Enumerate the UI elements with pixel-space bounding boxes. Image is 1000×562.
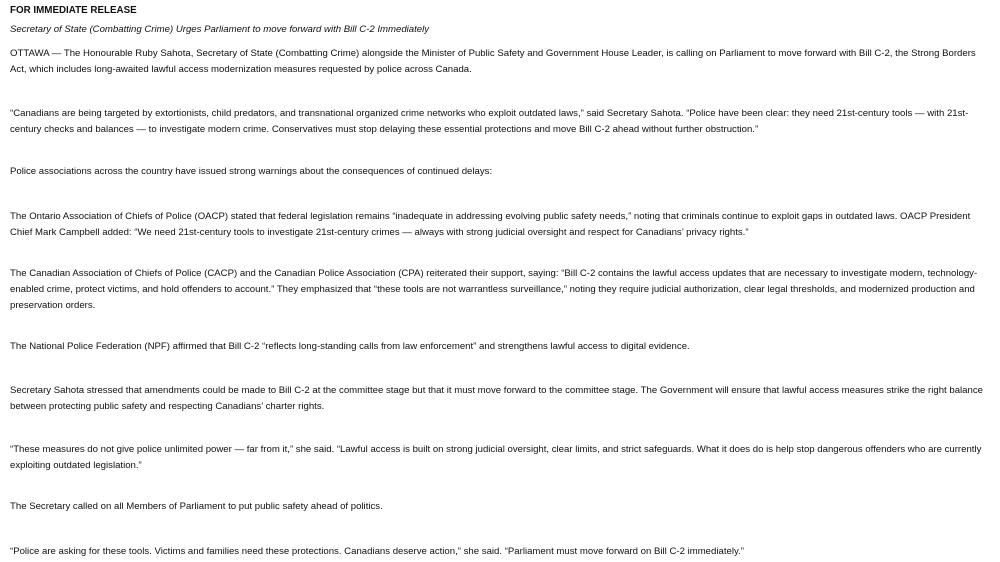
paragraph-closing-quote: “Police are asking for these tools. Victims and families need these protections. Canadians deserve action,” she said. “Parliament must move forward on Bill C-2 immediately.” [10, 546, 744, 557]
release-label: FOR IMMEDIATE RELEASE [10, 5, 137, 16]
paragraph-oacp: The Ontario Association of Chiefs of Police (OACP) stated that federal legislation remains “inadequate in addressing evolving public safety needs,” noting that criminals continue to exploit gaps in outdated laws. OACP President Chief Mark Campbell added: “We need 21st-century tools to investigate 21st-century crimes — always with strong judicial oversight and respect for Canadians’ privacy rights.” [10, 211, 971, 238]
paragraph-npf: The National Police Federation (NPF) affirmed that Bill C-2 “reflects long-standing calls from law enforcement” and strengthens lawful access to digital evidence. [10, 341, 690, 352]
release-subtitle: Secretary of State (Combatting Crime) Urges Parliament to move forward with Bill C-2 Immediately [10, 24, 430, 35]
paragraph-dateline: OTTAWA — The Honourable Ruby Sahota, Secretary of State (Combatting Crime) alongside the Minister of Public Safety and Government House Leader, is calling on Parliament to move forward with Bill C-2, the Strong Borders Act, which includes long-awaited lawful access modernization measures requested by police across Canada. [10, 48, 976, 75]
paragraph-sahota-quote: “Canadians are being targeted by extortionists, child predators, and transnational organized crime networks who exploit outdated laws,” said Secretary Sahota. “Police have been clear: they need 21st-century tools — with 21st-century checks and balances — to investigate modern crime. Conservatives must stop delaying these essential protections and move Bill C-2 ahead without further obstruction.” [10, 108, 969, 135]
paragraph-police-warnings: Police associations across the country have issued strong warnings about the consequences of continued delays: [10, 166, 493, 177]
paragraph-committee-stage: Secretary Sahota stressed that amendments could be made to Bill C-2 at the committee stage but that it must move forward to the committee stage. The Government will ensure that lawful access measures strike the right balance between protecting public safety and respecting Canadians’ charter rights. [10, 385, 983, 412]
paragraph-call-to-mps: The Secretary called on all Members of Parliament to put public safety ahead of politics. [10, 501, 383, 512]
paragraph-safeguards-quote: “These measures do not give police unlimited power — far from it,” she said. “Lawful access is built on strong judicial oversight, clear limits, and strict safeguards. What it does do is help stop dangerous offenders who are currently exploiting outdated legislation.” [10, 444, 982, 471]
paragraph-cacp-cpa: The Canadian Association of Chiefs of Police (CACP) and the Canadian Police Association (CPA) reiterated their support, saying: “Bill C-2 contains the lawful access updates that are necessary to investigate modern, technology-enabled crime, protect victims, and hold offenders to account.” They emphasized that “these tools are not warrantless surveillance,” noting they require judicial authorization, clear legal thresholds, and modernized production and preservation orders. [10, 268, 978, 311]
